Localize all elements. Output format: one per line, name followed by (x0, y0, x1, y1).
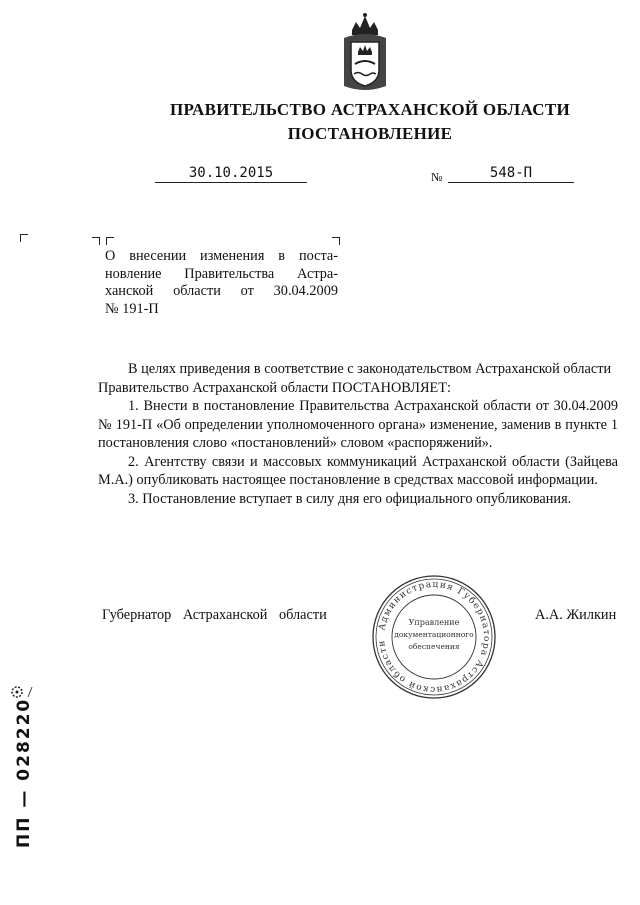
signatory-position: Губернатор Астраханской области (102, 607, 327, 623)
document-number: 548-П (448, 165, 574, 183)
seal-center-line: обеспечения (408, 642, 460, 651)
corner-mark-subject-left-b (106, 237, 114, 245)
document-subject (105, 248, 338, 318)
document-body (98, 360, 618, 508)
signatory-name: А.А. Жилкин (535, 607, 617, 623)
resolution-paragraph: Правительство Астраханской области ПОСТАНОВЛЯЕТ: (98, 379, 451, 396)
clause-1-paragraph: 1. Внести в постановление Правительства Астраханской области от 30.04.2009 № 191-П «Об определении уполномоченного органа» изменение, заменив в пункте 1 постановления слово «постановлений» словом «распоряжений». (98, 398, 618, 451)
clause-2-paragraph: 2. Агентству связи и массовых коммуникаций Астраханской области (Зайцева М.А.) опубликовать настоящее постановление в средствах массовой информации. (98, 453, 618, 488)
document-date: 30.10.2015 (155, 165, 307, 183)
corner-mark-left (20, 234, 28, 242)
registration-code (2, 690, 42, 850)
organization-name: ПРАВИТЕЛЬСТВО АСТРАХАНСКОЙ ОБЛАСТИ (170, 100, 570, 119)
preamble-paragraph: В целях приведения в соответствие с законодательством Астраханской области (128, 361, 612, 377)
coat-of-arms-emblem (338, 12, 392, 94)
official-seal-stamp (370, 573, 498, 701)
seal-center-line: документационного (394, 630, 474, 639)
corner-mark-subject-right (332, 237, 340, 245)
number-label: № (431, 170, 443, 184)
document-type: ПОСТАНОВЛЕНИЕ (287, 124, 453, 143)
document-header (120, 98, 620, 146)
registration-code-text: ПП — 028220 (14, 697, 34, 848)
corner-mark-subject-left-a (92, 237, 100, 245)
subject-line: новление Правительства Астра- (105, 265, 338, 282)
subject-line: ханской области от 30.04.2009 (105, 283, 338, 299)
seal-center-line: Управление (408, 618, 460, 627)
subject-line: О внесении изменения в поста- (105, 248, 338, 264)
clause-3-paragraph: 3. Постановление вступает в силу дня его официального опубликования. (128, 490, 572, 507)
seal-ring-text: Администрация Губернатора Астраханской области (376, 579, 492, 695)
subject-line: № 191-П (105, 300, 159, 317)
